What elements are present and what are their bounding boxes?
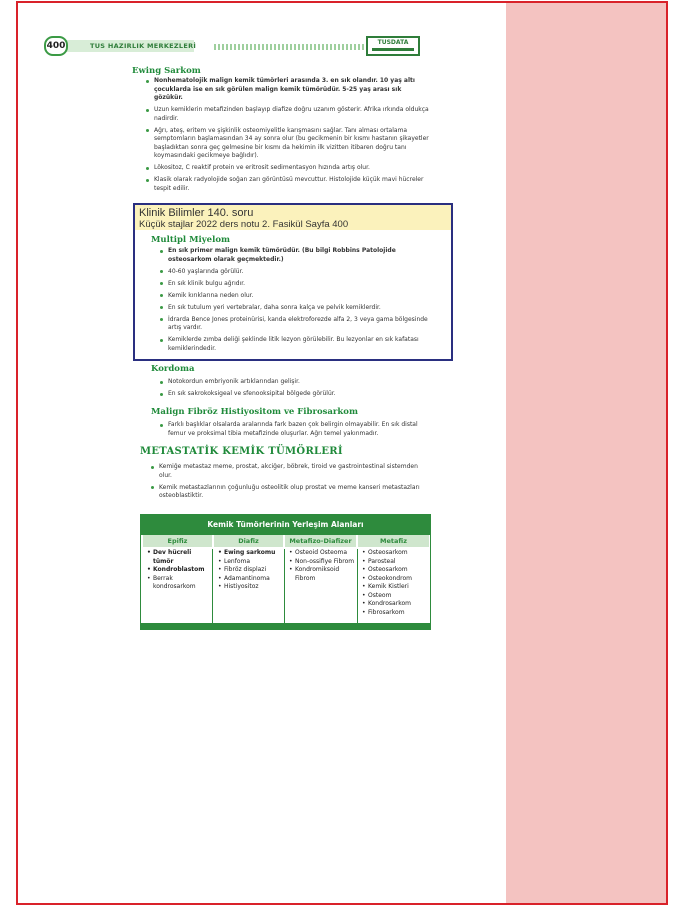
table-column-epifiz [143, 549, 212, 623]
page-number: 400 [44, 36, 68, 56]
ewing-list [146, 77, 430, 197]
list-item: Kemiklerde zımba deliği şeklinde litik lezyon görülebilir. Bu lezyonlar en sık kafatası kemiklerindedir. [160, 336, 432, 353]
table-cell: • Ewing sarkomu [218, 549, 283, 558]
section-title-ewing: Ewing Sarkom [132, 66, 201, 76]
table-cell: • Kondromiksoid Fibrom [289, 566, 356, 583]
table-cell: • Kemik Kistleri [362, 583, 429, 592]
table-cell: • Adamantinoma [218, 575, 283, 584]
metastatic-list [151, 463, 432, 504]
table-cell: • Kondrosarkom [362, 600, 429, 609]
table-divider [212, 549, 213, 623]
list-item: Nonhematolojik malign kemik tümörleri arasında 3. en sık olandır. 10 yaş altı çocuklarda ise en sık görülen malign kemik tümörüdür. 5-25 yaş arası sık gözükür. [146, 77, 430, 103]
list-item: Farklı başlıklar olsalarda aralarında fark bazen çok belirgin olmayabilir. En sık distal femur ve proksimal tibia metafizinde oluşurlar. Ağrı temel yakınmadır. [160, 421, 432, 438]
list-item: Kemik kırıklarına neden olur. [160, 292, 432, 301]
table-header-metafizo-diafizer: Metafizo-Diafizer [285, 535, 356, 547]
list-item: En sık sakrokoksigeal ve sfenooksipital bölgede görülür. [160, 390, 432, 399]
list-item: 40-60 yaşlarında görülür. [160, 268, 432, 277]
section-title-mfh: Malign Fibröz Histiyositom ve Fibrosarkom [151, 407, 358, 417]
running-title: TUS HAZIRLIK MERKEZLERİ [90, 42, 197, 50]
table-cell: • Fibrosarkom [362, 609, 429, 618]
list-item: Ağrı, ateş, eritem ve şişkinlik osteomiyelitle karışmasını sağlar. Tanı alması ortalama semptomların başlamasından 34 ay sonra olur (bu gecikmenin bir kısmı hastanın şikayetler başladıktan sonra geç gelmesine bir kısmı da hekimin ilk vizitten itibaren doğru tanı koymasındaki gecikmeye bağlıdır). [146, 127, 430, 161]
section-title-metastatic: METASTATİK KEMİK TÜMÖRLERİ [140, 446, 343, 457]
table-cell: • Lenfoma [218, 558, 283, 567]
table-column-metafizo-diafizer [285, 549, 356, 623]
list-item: İdrarda Bence Jones proteinürisi, kanda elektroforezde alfa 2, 3 veya gama bölgesinde artış vardır. [160, 316, 432, 333]
table-cell: • Dev hücreli tümör [147, 549, 212, 566]
table-column-metafiz [358, 549, 429, 623]
list-item: Kemik metastazlarının çoğunluğu osteolitik olup prostat ve meme kanseri metastazları osteoblastiktir. [151, 484, 432, 501]
bone-tumor-location-table [140, 514, 431, 630]
table-header-diafiz: Diafiz [214, 535, 283, 547]
table-cell: • Osteoid Osteoma [289, 549, 356, 558]
header-dots [214, 44, 374, 50]
table-cell: • Berrak kondrosarkom [147, 575, 212, 592]
table-title: Kemik Tümörlerinin Yerleşim Alanları [141, 515, 430, 535]
publisher-logo [366, 36, 420, 56]
table-cell: • Osteom [362, 592, 429, 601]
mfh-list [160, 421, 432, 442]
list-item: Kemiğe metastaz meme, prostat, akciğer, böbrek, tiroid ve gastrointestinal sistemden olur. [151, 463, 432, 480]
table-cell: • Osteokondrom [362, 575, 429, 584]
list-item: Notokordun embriyonik artıklarından gelişir. [160, 378, 432, 387]
list-item: En sık tutulum yeri vertebralar, daha sonra kalça ve pelvik kemiklerdir. [160, 304, 432, 313]
section-title-kordoma: Kordoma [151, 364, 195, 374]
table-footer-bar [141, 623, 430, 629]
table-cell: • Histiyositoz [218, 583, 283, 592]
list-item: Uzun kemiklerin metafizinden başlayıp diafize doğru uzanım gösterir. Afrika ırkında oldukça nadirdir. [146, 106, 430, 123]
annotation-title: Klinik Bilimler 140. soru [139, 207, 254, 219]
kordoma-list [160, 378, 432, 402]
list-item: En sık klinik bulgu ağrıdır. [160, 280, 432, 289]
logo-underline [372, 48, 414, 51]
annotation-subtitle: Küçük stajlar 2022 ders notu 2. Fasikül Sayfa 400 [139, 219, 349, 230]
section-title-myelom: Multipl Miyelom [151, 235, 230, 245]
table-column-diafiz [214, 549, 283, 623]
table-cell: • Kondroblastom [147, 566, 212, 575]
list-item: Lökositoz, C reaktif protein ve eritrosit sedimentasyon hızında artış olur. [146, 164, 430, 173]
table-cell: • Fibröz displazi [218, 566, 283, 575]
table-header-metafiz: Metafiz [358, 535, 429, 547]
table-cell: • Osteosarkom [362, 566, 429, 575]
list-item: Klasik olarak radyolojide soğan zarı görüntüsü mevcuttur. Histolojide küçük mavi hücreler tespit edilir. [146, 176, 430, 193]
logo-text: TUSDATA [377, 39, 409, 46]
table-cell: • Osteosarkom [362, 549, 429, 558]
table-cell: • Parosteal [362, 558, 429, 567]
list-item: En sık primer malign kemik tümörüdür. (Bu bilgi Robbins Patolojide osteosarkom olarak geçmektedir.) [160, 247, 432, 264]
table-header-epifiz: Epifiz [143, 535, 212, 547]
table-cell: • Non-ossifiye Fibrom [289, 558, 356, 567]
myelom-list [160, 247, 432, 357]
